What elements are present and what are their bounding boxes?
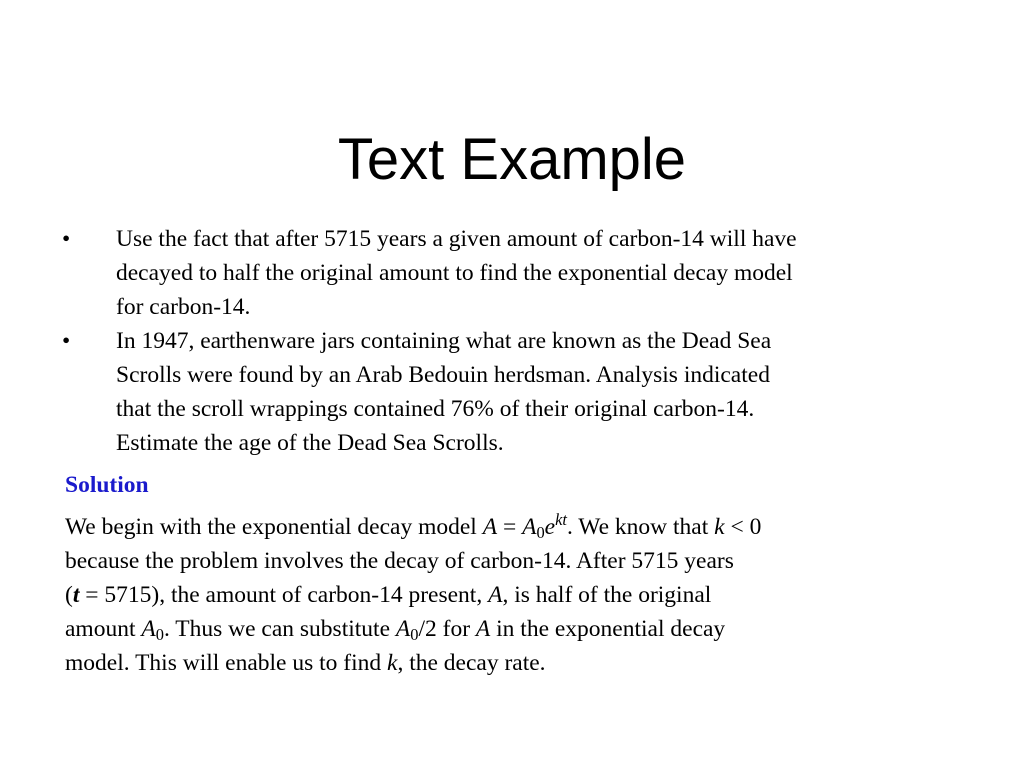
bullet-list xyxy=(62,222,962,460)
solution-line-5 xyxy=(65,646,965,680)
solution-heading: Solution xyxy=(65,472,149,498)
text-run: amount xyxy=(65,616,142,642)
text-run: = xyxy=(497,514,523,540)
bullet-1-line-2: decayed to half the original amount to find the exponential decay model xyxy=(116,260,793,286)
bullet-marker: • xyxy=(62,226,71,252)
bullet-marker: • xyxy=(62,328,71,354)
slide-title: Text Example xyxy=(337,127,687,192)
subscript-zero: 0 xyxy=(155,625,164,644)
text-run: = 5715), the amount of carbon-14 present, xyxy=(79,582,489,608)
bullet-2-line-4: Estimate the age of the Dead Sea Scrolls. xyxy=(116,430,504,456)
solution-line-1 xyxy=(65,510,965,544)
bullet-2-line-3: that the scroll wrappings contained 76% of their original carbon-14. xyxy=(116,396,755,422)
superscript-kt: kt xyxy=(555,510,567,529)
variable-k: k xyxy=(714,514,725,540)
variable-k: k xyxy=(387,650,398,676)
text-run: , is half of the original xyxy=(502,582,712,608)
text-run: model. This will enable us to find xyxy=(65,650,388,676)
solution-line-2: because the problem involves the decay of carbon-14. After 5715 years xyxy=(65,548,734,574)
bullet-item-2 xyxy=(62,324,962,460)
bullet-2-line-2: Scrolls were found by an Arab Bedouin herdsman. Analysis indicated xyxy=(116,362,770,388)
text-run: ( xyxy=(65,582,73,608)
variable-a: A xyxy=(488,582,503,608)
variable-e: e xyxy=(544,514,556,540)
variable-a: A xyxy=(141,616,156,642)
text-run: in the exponential decay xyxy=(490,616,726,642)
solution-line-3 xyxy=(65,578,965,612)
subscript-zero: 0 xyxy=(410,625,419,644)
text-run: We begin with the exponential decay model xyxy=(65,514,483,540)
text-run: < 0 xyxy=(724,514,762,540)
text-run: . Thus we can substitute xyxy=(163,616,396,642)
variable-a0: A xyxy=(522,514,537,540)
bullet-item-1 xyxy=(62,222,962,324)
text-run: /2 for xyxy=(418,616,476,642)
bullet-1-line-3: for carbon-14. xyxy=(116,294,251,320)
variable-a: A xyxy=(475,616,491,642)
variable-a: A xyxy=(395,616,411,642)
variable-a: A xyxy=(482,514,498,540)
text-run: . We know that xyxy=(566,514,715,540)
solution-line-4 xyxy=(65,612,965,646)
variable-t: t xyxy=(72,582,80,608)
bullet-2-line-1: In 1947, earthenware jars containing what are known as the Dead Sea xyxy=(116,328,772,354)
subscript-zero: 0 xyxy=(536,523,545,542)
bullet-1-line-1: Use the fact that after 5715 years a given amount of carbon-14 will have xyxy=(116,226,797,252)
solution-body xyxy=(65,510,965,680)
text-run: , the decay rate. xyxy=(397,650,546,676)
